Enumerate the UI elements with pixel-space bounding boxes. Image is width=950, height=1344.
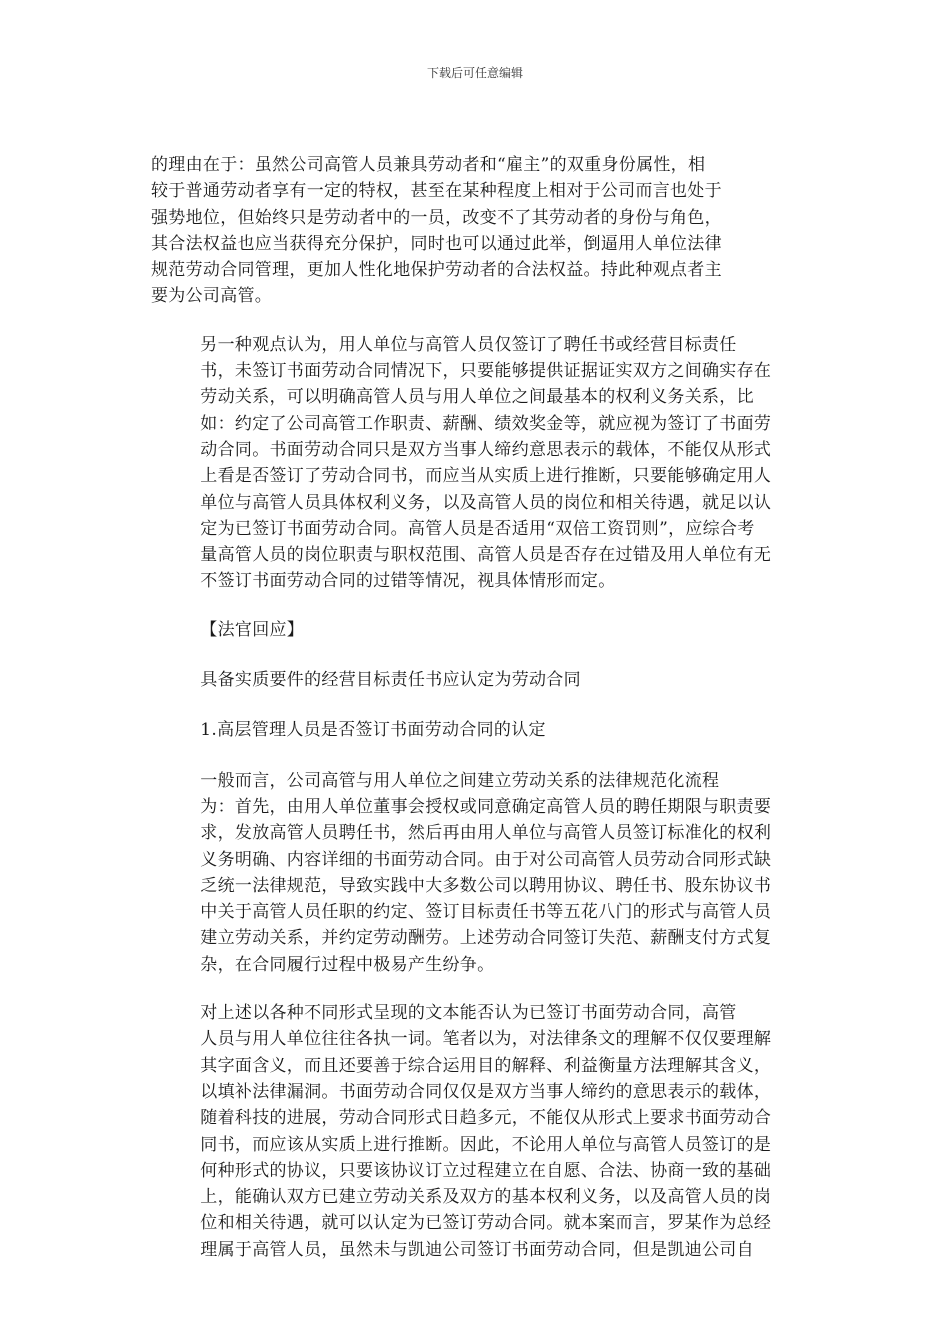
text-line: 求，发放高管人员聘任书，然后再由用人单位与高管人员签订标准化的权利: [200, 823, 772, 844]
paragraph-analysis: [151, 1000, 791, 1263]
text-line: 【法官回应】: [200, 619, 305, 640]
text-line: 建立劳动关系，并约定劳动酬劳。上述劳动合同签订失范、薪酬支付方式复: [200, 928, 772, 949]
text-line: 对上述以各种不同形式呈现的文本能否认为已签订书面劳动合同，高管: [200, 1003, 737, 1024]
text-line: 不签订书面劳动合同的过错等情况，视具体情形而定。: [200, 571, 616, 592]
text-line: 动合同。书面劳动合同只是双方当事人缔约意思表示的载体，不能仅从形式: [200, 439, 772, 460]
paragraph-other-view: [151, 332, 791, 595]
text-line: 强势地位，但始终只是劳动者中的一员，改变不了其劳动者的身份与角色，: [151, 207, 722, 228]
text-line: 义务明确、内容详细的书面劳动合同。由于对公司高管人员劳动合同形式缺: [200, 849, 772, 870]
text-line: 同书，而应该从实质上进行推断。因此，不论用人单位与高管人员签订的是: [200, 1134, 772, 1155]
paragraph-general: [151, 768, 791, 978]
text-line: 理属于高管人员，虽然未与凯迪公司签订书面劳动合同，但是凯迪公司自: [200, 1239, 754, 1260]
text-line: 劳动关系，可以明确高管人员与用人单位之间最基本的权利义务关系，比: [200, 387, 754, 408]
text-line: 定为已签订书面劳动合同。高管人员是否适用“双倍工资罚则”，应综合考: [200, 518, 755, 539]
text-line: 要为公司高管。: [151, 286, 273, 307]
text-line: 杂，在合同履行过程中极易产生纷争。: [200, 954, 495, 975]
text-line: 人员与用人单位往往各执一词。笔者以为，对法律条文的理解不仅仅要理解: [200, 1029, 772, 1050]
text-line: 位和相关待遇，就可以认定为已签订劳动合同。就本案而言，罗某作为总经: [200, 1213, 772, 1234]
text-line: 另一种观点认为，用人单位与高管人员仅签订了聘任书或经营目标责任: [200, 334, 737, 355]
text-line: 其合法权益也应当获得充分保护，同时也可以通过此举，倒逼用人单位法律: [151, 233, 722, 254]
text-line: 上，能确认双方已建立劳动关系及双方的基本权利义务，以及高管人员的岗: [200, 1187, 772, 1208]
document-body: [151, 152, 791, 1285]
text-line: 规范劳动合同管理，更加人性化地保护劳动者的合法权益。持此种观点者主: [151, 260, 722, 281]
text-line: 1.高层管理人员是否签订书面劳动合同的认定: [200, 720, 546, 741]
text-line: 何种形式的协议，只要该协议订立过程建立在自愿、合法、协商一致的基础: [200, 1160, 772, 1181]
text-line: 书，未签订书面劳动合同情况下，只要能够提供证据证实双方之间确实存在: [200, 361, 772, 382]
section-subtitle: [151, 667, 791, 693]
text-line: 以填补法律漏洞。书面劳动合同仅仅是双方当事人缔约的意思表示的载体，: [200, 1081, 772, 1102]
numbered-heading: [151, 717, 791, 743]
text-line: 具备实质要件的经营目标责任书应认定为劳动合同: [200, 670, 581, 691]
text-line: 上看是否签订了劳动合同书，而应当从实质上进行推断，只要能够确定用人: [200, 466, 772, 487]
text-line: 其字面含义，而且还要善于综合运用目的解释、利益衡量方法理解其含义，: [200, 1055, 772, 1076]
text-line: 中关于高管人员任职的约定、签订目标责任书等五花八门的形式与高管人员: [200, 902, 772, 923]
text-line: 单位与高管人员具体权利义务，以及高管人员的岗位和相关待遇，就足以认: [200, 492, 772, 513]
text-line: 随着科技的进展，劳动合同形式日趋多元，不能仅从形式上要求书面劳动合: [200, 1108, 772, 1129]
text-line: 乏统一法律规范，导致实践中大多数公司以聘用协议、聘任书、股东协议书: [200, 875, 772, 896]
text-line: 量高管人员的岗位职责与职权范围、高管人员是否存在过错及用人单位有无: [200, 545, 772, 566]
text-line: 的理由在于：虽然公司高管人员兼具劳动者和“雇主”的双重身份属性，相: [151, 155, 706, 175]
text-line: 为：首先，由用人单位董事会授权或同意确定高管人员的聘任期限与职责要: [200, 796, 772, 817]
text-line: 如：约定了公司高管工作职责、薪酬、绩效奖金等，就应视为签订了书面劳: [200, 413, 772, 434]
text-line: 较于普通劳动者享有一定的特权，甚至在某种程度上相对于公司而言也处于: [151, 181, 722, 202]
page-header: 下载后可任意编辑: [426, 66, 523, 80]
text-line: 一般而言，公司高管与用人单位之间建立劳动关系的法律规范化流程: [200, 770, 720, 791]
section-heading-judge-response: [151, 617, 791, 643]
paragraph-reasoning: [151, 152, 791, 310]
